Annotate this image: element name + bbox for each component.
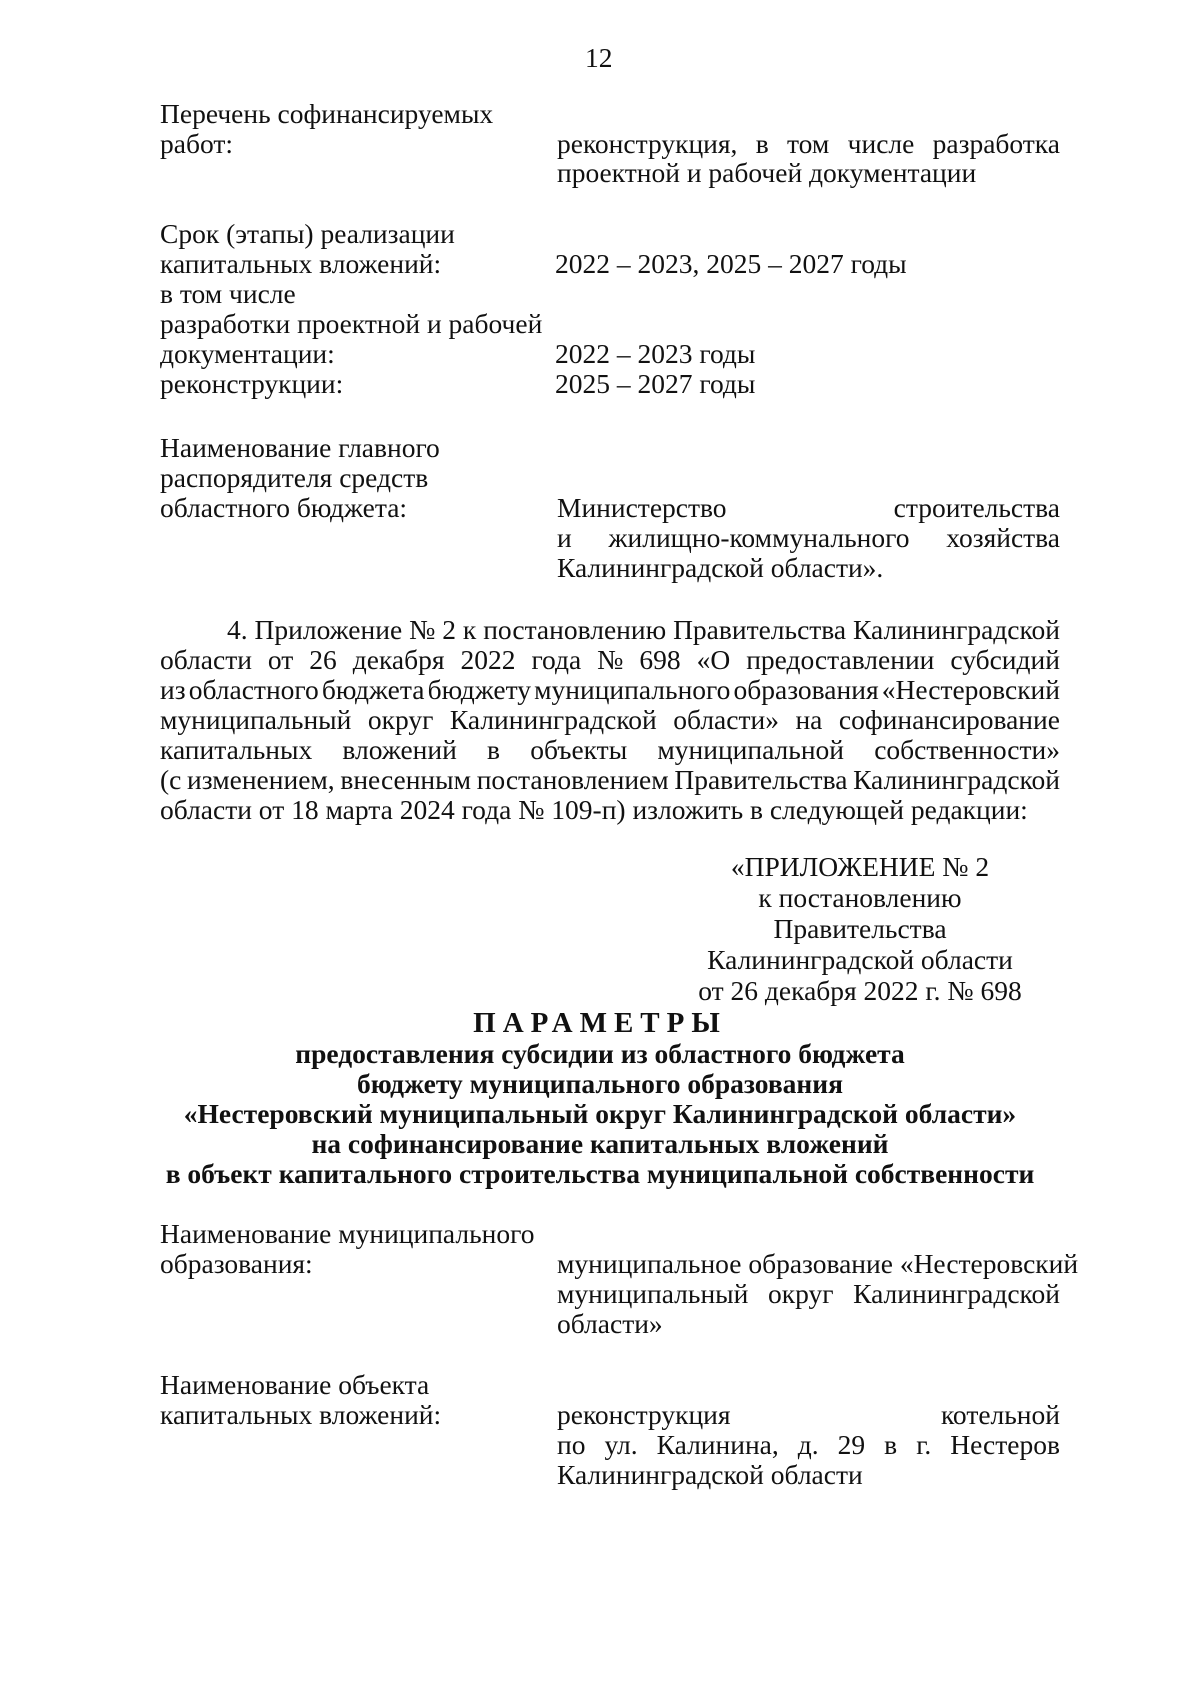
title-line-3: «Нестеровский муниципальный округ Калининградской области»	[183, 1098, 1017, 1129]
word: муниципальной	[657, 734, 845, 765]
word: 4.	[227, 614, 248, 645]
title-line-5: в объект капитального строительства муниципальной собственности	[165, 1158, 1035, 1189]
word: образования	[733, 674, 879, 705]
word: софинансирование	[838, 704, 1060, 735]
administrator-value-line-3: Калининградской области».	[557, 552, 884, 583]
word: предоставлении	[746, 644, 935, 675]
terms-label-line-1: Срок (этапы) реализации	[160, 218, 455, 249]
paragraph-4-line-7: области от 18 марта 2024 года № 109-п) изложить в следующей редакции:	[160, 794, 1028, 825]
object-label-line-1: Наименование объекта	[160, 1369, 430, 1400]
word: котельной	[940, 1399, 1060, 1430]
page-number: 12	[585, 42, 613, 73]
title-line-4: на софинансирование капитальных вложений	[311, 1128, 889, 1159]
word: реконструкция	[557, 1399, 731, 1430]
word: муниципальный	[160, 704, 352, 735]
word: числе	[847, 128, 915, 159]
word: хозяйства	[946, 522, 1060, 553]
word: в	[487, 734, 501, 765]
document-title: ПАРАМЕТРЫ	[473, 1007, 727, 1039]
object-value-line-3: Калининградской области	[557, 1459, 863, 1490]
word: г.	[916, 1429, 932, 1460]
administrator-value-line-1	[557, 492, 1060, 524]
administrator-label-line-1: Наименование главного	[160, 432, 440, 463]
administrator-label-line-2: распорядителя средств	[160, 462, 429, 493]
administrator-value-line-2	[557, 522, 1060, 554]
word: бюджету	[427, 674, 531, 705]
municipality-value-line-1: муниципальное образование «Нестеровский	[557, 1248, 1079, 1279]
title-line-1: предоставления субсидии из областного бюджета	[295, 1038, 905, 1069]
word: том	[787, 128, 830, 159]
terms-reconstruction-value: 2025 – 2027 годы	[555, 368, 756, 399]
word: 2022	[460, 644, 516, 675]
paragraph-4-line-5	[160, 734, 1060, 766]
word: области	[160, 644, 252, 675]
word: в	[884, 1429, 898, 1460]
word: Калининградской	[853, 764, 1060, 795]
word: субсидий	[950, 644, 1060, 675]
works-value-line-2: проектной и рабочей документации	[557, 157, 977, 188]
paragraph-4-line-4	[160, 704, 1060, 736]
paragraph-4-line-1	[227, 614, 1060, 646]
works-label-line-1: Перечень софинансируемых	[160, 98, 494, 129]
appendix-header-line-3: Калининградской области	[707, 944, 1013, 975]
word: №	[597, 644, 624, 675]
word: (с	[160, 764, 182, 795]
word: собственности»	[874, 734, 1060, 765]
word: округ	[367, 704, 434, 735]
word: вложений	[342, 734, 457, 765]
word: в	[755, 128, 769, 159]
word: «О	[696, 644, 731, 675]
word: внесенным	[340, 764, 472, 795]
word: 2	[442, 614, 456, 645]
word: декабря	[352, 644, 445, 675]
word: Правительства	[673, 614, 847, 645]
word: д.	[797, 1429, 819, 1460]
word: «Нестеровский	[881, 674, 1060, 705]
word: Калинина,	[656, 1429, 779, 1460]
word: №	[409, 614, 436, 645]
object-value-line-1	[557, 1399, 1060, 1431]
word: на	[795, 704, 823, 735]
word: 26	[309, 644, 337, 675]
word: строительства	[893, 492, 1060, 523]
word: к	[462, 614, 477, 645]
word: Правительства	[674, 764, 848, 795]
word: 29	[837, 1429, 866, 1460]
terms-total-value: 2022 – 2023, 2025 – 2027 годы	[555, 248, 907, 279]
word: бюджета	[321, 674, 425, 705]
paragraph-4-line-3	[160, 674, 1060, 706]
word: разработка	[932, 128, 1060, 159]
terms-label-line-4: разработки проектной и рабочей	[160, 308, 543, 339]
paragraph-4-line-6	[160, 764, 1060, 796]
title-line-2: бюджету муниципального образования	[356, 1068, 844, 1099]
word: и	[557, 522, 572, 553]
appendix-header	[690, 851, 1030, 1006]
word: Приложение	[254, 614, 403, 645]
word: реконструкция,	[557, 128, 738, 159]
word: областного	[188, 674, 319, 705]
terms-label-line-6: реконструкции:	[160, 368, 344, 399]
word: Министерство	[557, 492, 727, 523]
word: Нестеров	[950, 1429, 1060, 1460]
word: Калининградской	[853, 614, 1060, 645]
object-value-line-2	[557, 1429, 1060, 1461]
word: изменением,	[187, 764, 335, 795]
paragraph-4-line-2	[160, 644, 1060, 676]
word: области»	[673, 704, 779, 735]
word: капитальных	[160, 734, 313, 765]
municipality-label-line-2: образования:	[160, 1248, 313, 1279]
word: от	[267, 644, 294, 675]
word: года	[531, 644, 582, 675]
appendix-header-line-2: к постановлению Правительства	[758, 882, 962, 944]
word: муниципального	[534, 674, 731, 705]
appendix-header-line-1: «ПРИЛОЖЕНИЕ № 2	[730, 851, 990, 882]
word: округ	[767, 1278, 834, 1309]
word: постановлением	[476, 764, 669, 795]
object-label-line-2: капитальных вложений:	[160, 1399, 442, 1430]
municipality-value-line-3: области»	[557, 1308, 663, 1339]
administrator-label-line-3: областного бюджета:	[160, 492, 408, 523]
terms-label-line-5: документации:	[160, 338, 335, 369]
word: по	[557, 1429, 586, 1460]
works-value-line-1	[557, 128, 1060, 160]
word: 698	[639, 644, 681, 675]
terms-label-line-2: капитальных вложений:	[160, 248, 442, 279]
word: муниципальный	[557, 1278, 749, 1309]
word: Калининградской	[449, 704, 657, 735]
word: ул.	[604, 1429, 638, 1460]
word: из	[160, 674, 186, 705]
terms-label-line-3: в том числе	[160, 278, 296, 309]
word: постановлению	[483, 614, 667, 645]
municipality-value-line-2	[557, 1278, 1060, 1310]
appendix-header-line-4: от 26 декабря 2022 г. № 698	[698, 975, 1022, 1006]
works-label-line-2: работ:	[160, 128, 233, 159]
word: Калининградской	[853, 1278, 1060, 1309]
word: жилищно-коммунального	[608, 522, 910, 553]
terms-design-value: 2022 – 2023 годы	[555, 338, 756, 369]
municipality-label-line-1: Наименование муниципального	[160, 1218, 535, 1249]
word: объекты	[530, 734, 628, 765]
